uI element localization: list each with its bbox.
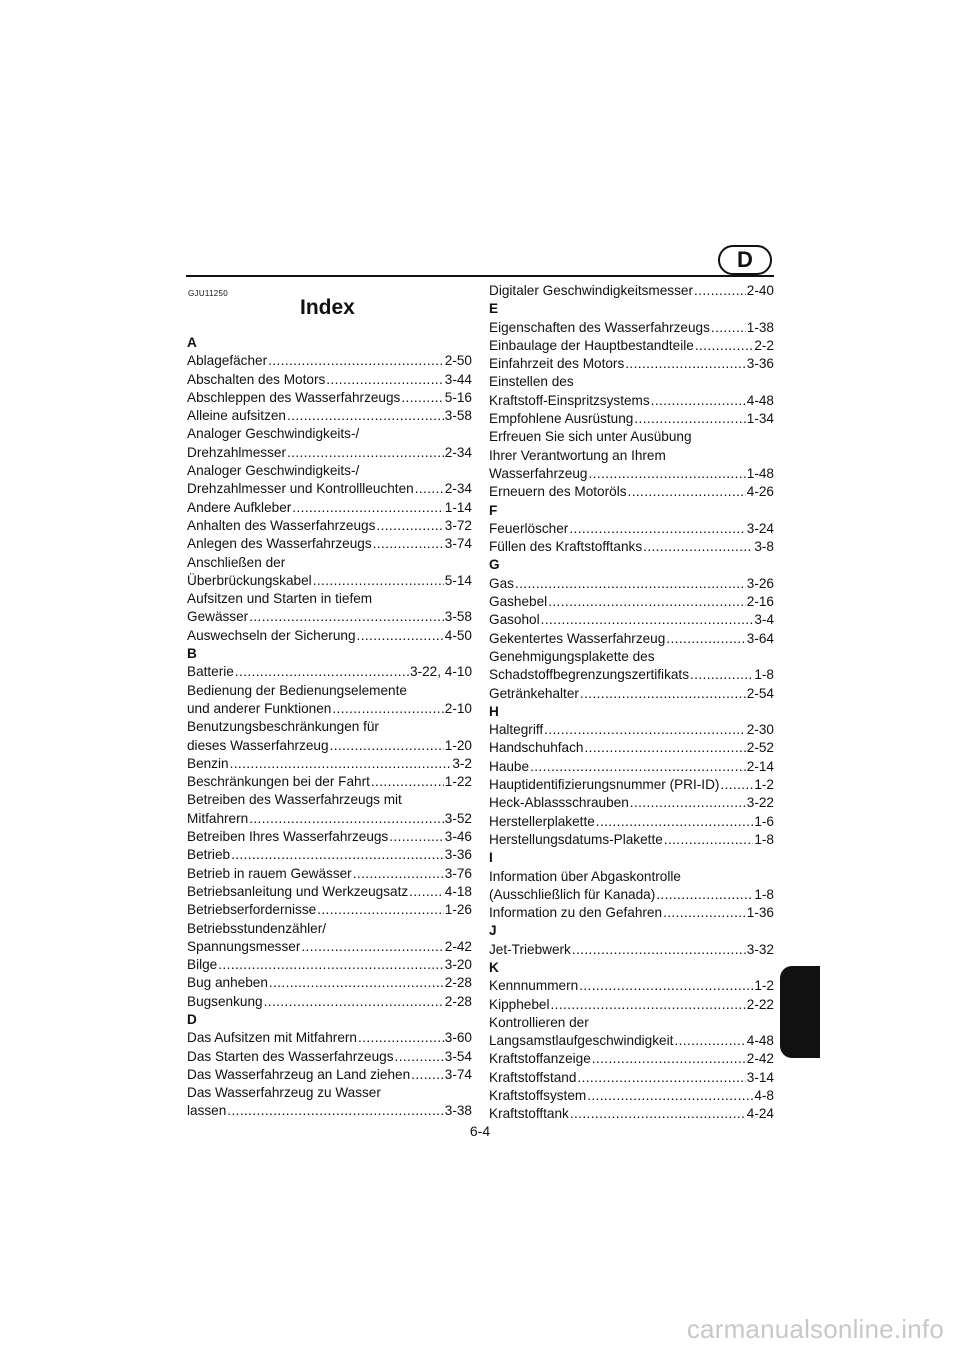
index-entry-text: Kraftstoffsystem [489, 1088, 587, 1104]
index-entry [489, 465, 774, 483]
index-letter-heading: E [489, 301, 499, 317]
dot-leader [577, 1069, 745, 1087]
watermark: carmanualsonline.info [686, 1314, 944, 1344]
index-entry-line: Analoger Geschwindigkeits-/ [187, 426, 360, 442]
index-entry-text: lassen [187, 1103, 227, 1119]
index-entry-page: 1-22 [444, 774, 472, 790]
dot-leader [720, 776, 753, 794]
index-entry [489, 392, 774, 410]
dot-leader [264, 993, 444, 1011]
dot-leader [592, 1050, 746, 1068]
dot-leader [326, 371, 444, 389]
index-entry [187, 663, 472, 681]
index-entry-page: 2-30 [746, 722, 774, 738]
dot-leader [409, 883, 444, 901]
index-letter-heading: F [489, 502, 498, 518]
dot-leader [656, 886, 753, 904]
index-entry-page: 2-40 [746, 283, 774, 298]
index-entry-text: Heck-Ablassschrauben [489, 795, 629, 811]
index-entry [489, 941, 774, 959]
index-entry-page: 3-26 [746, 575, 774, 591]
index-entry-page: 1-34 [746, 411, 774, 427]
dot-leader [596, 813, 754, 831]
index-entry-text: Herstellungsdatums-Plakette [489, 831, 663, 847]
index-entry-text: Andere Aufkleber [187, 499, 292, 515]
index-entry [187, 773, 472, 791]
index-entry [187, 1029, 472, 1047]
dot-leader [358, 1029, 444, 1047]
index-entry [187, 535, 472, 553]
index-entry-text: Wasserfahrzeug [489, 465, 588, 481]
index-entry-text: Betriebsanleitung und Werkzeugsatz [187, 883, 409, 899]
index-entry [489, 831, 774, 849]
dot-leader [249, 608, 444, 626]
index-entry-text: Getränkehalter [489, 685, 579, 701]
index-entry-text: Gas [489, 575, 514, 591]
index-entry [489, 319, 774, 337]
index-entry-page: 2-2 [754, 337, 774, 353]
index-entry-text: Abschalten des Motors [187, 371, 326, 387]
dot-leader [395, 1048, 444, 1066]
index-letter-heading: B [187, 646, 197, 662]
index-entry-text: Betreiben Ihres Wasserfahrzeugs [187, 829, 389, 845]
index-entry-page: 4-18 [444, 883, 472, 899]
index-entry-text: Mitfahrern [187, 810, 249, 826]
index-entry-text: Drehzahlmesser [187, 444, 286, 460]
index-entry-page: 3-14 [746, 1069, 774, 1085]
index-entry-page: 1-38 [746, 319, 774, 335]
index-entry-text: (Ausschließlich für Kanada) [489, 886, 656, 902]
index-entry-page: 3-8 [754, 539, 774, 555]
index-entry [187, 572, 472, 590]
index-entry-text: Auswechseln der Sicherung [187, 627, 356, 643]
index-entry-line: Information über Abgaskontrolle [489, 868, 681, 884]
dot-leader [357, 627, 444, 645]
index-entry-page: 3-32 [746, 941, 774, 957]
index-entry [187, 755, 472, 773]
index-entry [187, 444, 472, 462]
index-entry [489, 337, 774, 355]
index-entry-page: 2-54 [746, 685, 774, 701]
index-entry-text: Hauptidentifizierungsnummer (PRI-ID) [489, 777, 720, 793]
index-entry [489, 1087, 774, 1105]
index-entry-page: 1-8 [754, 831, 774, 847]
index-entry [489, 758, 774, 776]
index-entry [187, 846, 472, 864]
index-entry-text: Bug anheben [187, 975, 268, 991]
index-entry-page: 3-58 [444, 609, 472, 625]
index-entry-text: Einbaulage der Hauptbestandteile [489, 337, 694, 353]
index-entry [187, 352, 472, 370]
index-entry-page: 4-48 [746, 1033, 774, 1049]
dot-leader [292, 499, 443, 517]
index-entry-page: 3-54 [444, 1048, 472, 1064]
index-entry [489, 1032, 774, 1050]
index-entry-line: Analoger Geschwindigkeits-/ [187, 463, 360, 479]
index-entry-text: Gewässer [187, 609, 249, 625]
index-entry [187, 810, 472, 828]
dot-leader [313, 572, 444, 590]
index-entry [489, 282, 774, 300]
index-entry-text: Abschleppen des Wasserfahrzeugs [187, 389, 401, 405]
index-entry-page: 1-26 [444, 902, 472, 918]
index-entry-text: Kraftstoff-Einspritzsystems [489, 392, 650, 408]
dot-leader [317, 901, 444, 919]
index-entry-text: Einfahrzeit des Motors [489, 356, 625, 372]
index-entry-page: 3-44 [444, 371, 472, 387]
index-entry-text: Haube [489, 758, 530, 774]
dot-leader [651, 392, 746, 410]
index-entry-text: Kipphebel [489, 996, 550, 1012]
dot-leader [694, 282, 746, 300]
index-entry-line: Einstellen des [489, 374, 574, 390]
dot-leader [330, 737, 444, 755]
index-entry [187, 737, 472, 755]
dot-leader [268, 352, 444, 370]
index-entry-page: 2-50 [444, 353, 472, 369]
index-entry-page: 2-28 [444, 975, 472, 991]
index-entry-text: Spannungsmesser [187, 938, 301, 954]
index-entry-page: 3-58 [444, 408, 472, 424]
dot-leader [628, 483, 746, 501]
dot-leader [666, 630, 745, 648]
index-entry-page: 2-22 [746, 996, 774, 1012]
index-entry-text: Betrieb [187, 847, 231, 863]
index-entry-line: Anschließen der [187, 554, 286, 570]
index-entry [489, 685, 774, 703]
index-entry-line: Benutzungsbeschränkungen für [187, 719, 379, 735]
index-entry [187, 517, 472, 535]
index-entry-text: Füllen des Kraftstofftanks [489, 539, 643, 555]
index-entry [187, 608, 472, 626]
index-entry-page: 3-36 [746, 356, 774, 372]
index-entry-page: 1-2 [754, 777, 774, 793]
dot-leader [231, 846, 444, 864]
index-entry-page: 3-36 [444, 847, 472, 863]
index-entry [187, 865, 472, 883]
index-entry [187, 1048, 472, 1066]
dot-leader [287, 407, 444, 425]
index-entry-page: 3-22, 4-10 [410, 664, 472, 680]
index-entry-text: Digitaler Geschwindigkeitsmesser [489, 283, 693, 298]
dot-leader [544, 721, 746, 739]
index-entry [489, 904, 774, 922]
index-entry-line: Das Wasserfahrzeug zu Wasser [187, 1085, 381, 1101]
index-letter-heading: D [187, 1011, 197, 1027]
index-entry [187, 993, 472, 1011]
index-entry [489, 611, 774, 629]
index-entry-page: 3-20 [444, 957, 472, 973]
index-entry [489, 1050, 774, 1068]
index-entry-page: 2-34 [444, 444, 472, 460]
index-letter-heading: J [489, 923, 497, 939]
header-rule [186, 275, 774, 277]
dot-leader [588, 465, 745, 483]
index-entry [489, 813, 774, 831]
index-entry-page: 4-48 [746, 392, 774, 408]
dot-leader [371, 773, 444, 791]
index-entry-text: Feuerlöscher [489, 520, 569, 536]
index-entry [187, 974, 472, 992]
index-entry-text: Überbrückungskabel [187, 572, 312, 588]
index-entry [187, 480, 472, 498]
index-entry [187, 938, 472, 956]
index-entry-text: Betrieb in rauem Gewässer [187, 865, 352, 881]
index-entry-text: Betriebserfordernisse [187, 902, 317, 918]
dot-leader [711, 319, 746, 337]
index-entry-page: 5-16 [444, 389, 472, 405]
index-entry-page: 4-24 [746, 1106, 774, 1122]
dot-leader [630, 794, 746, 812]
dot-leader [353, 865, 444, 883]
dot-leader [695, 337, 754, 355]
index-entry-page: 2-10 [444, 700, 472, 716]
index-letter-heading: I [489, 850, 493, 866]
page-number: 6-4 [469, 1123, 491, 1139]
index-entry-text: Eigenschaften des Wasserfahrzeugs [489, 319, 710, 335]
index-entry-text: Batterie [187, 664, 234, 680]
index-entry [489, 355, 774, 373]
index-entry-text: Jet-Triebwerk [489, 941, 571, 957]
index-entry-page: 3-76 [444, 865, 472, 881]
index-entry-page: 2-16 [746, 594, 774, 610]
index-entry-page: 1-8 [754, 667, 774, 683]
index-entry-text: Anlegen des Wasserfahrzeugs [187, 536, 372, 552]
index-entry-page: 3-74 [444, 1066, 472, 1082]
index-entry-text: Bilge [187, 957, 218, 973]
index-entry [489, 410, 774, 428]
index-entry [187, 901, 472, 919]
index-entry [489, 483, 774, 501]
index-entry [187, 389, 472, 407]
index-entry-page: 3-46 [444, 829, 472, 845]
index-letter-heading: G [489, 557, 500, 573]
dot-leader [332, 700, 443, 718]
index-entry [489, 1105, 774, 1123]
dot-leader [587, 1087, 753, 1105]
dot-leader [287, 444, 444, 462]
index-entry-text: Beschränkungen bei der Fahrt [187, 774, 370, 790]
dot-leader [415, 480, 444, 498]
dot-leader [625, 355, 746, 373]
index-entry [489, 520, 774, 538]
index-entry [489, 739, 774, 757]
dot-leader [550, 996, 745, 1014]
index-entry-text: Langsamstlaufgeschwindigkeit [489, 1033, 674, 1049]
index-entry-text: Gasohol [489, 612, 540, 628]
section-code: GJU11250 [188, 289, 229, 298]
index-entry-page: 2-14 [746, 758, 774, 774]
index-entry-text: Haltegriff [489, 722, 544, 738]
dot-leader [584, 739, 745, 757]
dot-leader [569, 520, 745, 538]
index-entry-text: Kennnummern [489, 978, 579, 994]
dot-leader [235, 663, 409, 681]
index-entry-page: 3-2 [452, 755, 472, 771]
index-entry-text: Herstellerplakette [489, 813, 595, 829]
index-entry [489, 794, 774, 812]
index-entry [489, 538, 774, 556]
index-entry [187, 627, 472, 645]
page-title: Index [300, 296, 355, 319]
dot-leader [401, 389, 443, 407]
index-entry [187, 407, 472, 425]
index-entry-page: 4-50 [444, 627, 472, 643]
index-entry-text: Schadstoffbegrenzungszertifikats [489, 667, 689, 683]
language-badge: D [718, 245, 772, 275]
chapter-tab [780, 966, 820, 1058]
index-entry [489, 886, 774, 904]
index-entry-page: 3-64 [746, 630, 774, 646]
index-entry-text: Gashebel [489, 594, 548, 610]
index-entry-page: 3-72 [444, 517, 472, 533]
index-entry-page: 2-28 [444, 993, 472, 1009]
index-entry-line: Betreiben des Wasserfahrzeugs mit [187, 792, 402, 808]
index-entry-page: 3-4 [754, 612, 774, 628]
index-entry-text: Empfohlene Ausrüstung [489, 411, 634, 427]
index-entry-line: Bedienung der Bedienungselemente [187, 682, 407, 698]
index-entry-line: Ihrer Verantwortung an Ihrem [489, 447, 666, 463]
index-entry-page: 3-74 [444, 536, 472, 552]
dot-leader [580, 685, 746, 703]
index-entry-page: 2-42 [444, 938, 472, 954]
dot-leader [664, 831, 754, 849]
index-entry [489, 721, 774, 739]
index-entry-text: Drehzahlmesser und Kontrollleuchten [187, 481, 414, 497]
index-entry-line: Kontrollieren der [489, 1014, 589, 1030]
dot-leader [643, 538, 753, 556]
index-entry-page: 5-14 [444, 572, 472, 588]
index-entry-text: Ablagefächer [187, 353, 268, 369]
index-entry-page: 3-24 [746, 520, 774, 536]
dot-leader [570, 1105, 746, 1123]
index-letter-heading: K [489, 959, 499, 975]
dot-leader [674, 1032, 745, 1050]
dot-leader [218, 956, 444, 974]
dot-leader [249, 810, 444, 828]
dot-leader [269, 974, 444, 992]
dot-leader [690, 666, 753, 684]
index-letter-heading: A [187, 335, 197, 350]
index-entry [187, 1102, 472, 1120]
index-entry [489, 593, 774, 611]
index-entry-page: 1-6 [754, 813, 774, 829]
index-entry-line: Aufsitzen und Starten in tiefem [187, 591, 373, 607]
index-entry [187, 371, 472, 389]
index-entry [187, 883, 472, 901]
index-entry [489, 1069, 774, 1087]
index-entry-text: Erneuern des Motoröls [489, 484, 627, 500]
dot-leader [572, 941, 746, 959]
index-entry-text: Das Wasserfahrzeug an Land ziehen [187, 1066, 411, 1082]
index-entry-text: und anderer Funktionen [187, 700, 332, 716]
index-entry-page: 2-34 [444, 481, 472, 497]
dot-leader [579, 977, 753, 995]
index-entry-text: Das Starten des Wasserfahrzeugs [187, 1048, 394, 1064]
index-entry-text: Handschuhfach [489, 740, 584, 756]
dot-leader [376, 517, 443, 535]
index-entry-page: 1-48 [746, 465, 774, 481]
dot-leader [541, 611, 754, 629]
index-entry-text: dieses Wasserfahrzeug [187, 737, 329, 753]
index-entry [187, 499, 472, 517]
index-entry [187, 1066, 472, 1084]
index-entry [489, 996, 774, 1014]
dot-leader [301, 938, 443, 956]
index-entry-text: Alleine aufsitzen [187, 408, 286, 424]
index-entry [489, 977, 774, 995]
index-entry [489, 666, 774, 684]
index-column-left [187, 334, 472, 1121]
index-entry [489, 776, 774, 794]
index-entry-text: Kraftstoffanzeige [489, 1051, 591, 1067]
index-entry-text: Gekentertes Wasserfahrzeug [489, 630, 666, 646]
index-entry-text: Benzin [187, 755, 229, 771]
dot-leader [411, 1066, 444, 1084]
index-entry [489, 630, 774, 648]
dot-leader [548, 593, 746, 611]
index-entry-text: Kraftstofftank [489, 1106, 569, 1122]
dot-leader [227, 1102, 443, 1120]
index-entry-text: Das Aufsitzen mit Mitfahrern [187, 1030, 357, 1046]
index-entry-page: 4-26 [746, 484, 774, 500]
index-entry-page: 4-8 [754, 1088, 774, 1104]
dot-leader [530, 758, 746, 776]
index-entry-text: Bugsenkung [187, 993, 263, 1009]
dot-leader [634, 410, 745, 428]
index-entry-line: Genehmigungsplakette des [489, 648, 655, 664]
index-entry-text: Information zu den Gefahren [489, 905, 663, 921]
index-entry-page: 3-38 [444, 1103, 472, 1119]
dot-leader [515, 575, 746, 593]
index-entry-page: 3-22 [746, 795, 774, 811]
dot-leader [373, 535, 444, 553]
index-entry-page: 2-52 [746, 740, 774, 756]
index-entry-page: 1-36 [746, 905, 774, 921]
dot-leader [663, 904, 746, 922]
index-letter-heading: H [489, 703, 499, 719]
index-column-right [489, 282, 774, 1124]
index-entry-page: 3-52 [444, 810, 472, 826]
dot-leader [389, 828, 444, 846]
index-entry-page: 2-42 [746, 1051, 774, 1067]
index-entry-page: 1-2 [754, 978, 774, 994]
index-entry [489, 575, 774, 593]
index-entry [187, 956, 472, 974]
index-entry-line: Betriebsstundenzähler/ [187, 920, 327, 936]
index-entry [187, 828, 472, 846]
index-entry [187, 700, 472, 718]
index-entry-text: Anhalten des Wasserfahrzeugs [187, 517, 376, 533]
index-entry-page: 1-8 [754, 886, 774, 902]
index-entry-page: 1-14 [444, 499, 472, 515]
index-entry-page: 3-60 [444, 1030, 472, 1046]
index-entry-line: Erfreuen Sie sich unter Ausübung [489, 429, 692, 445]
dot-leader [230, 755, 452, 773]
index-entry-text: Kraftstoffstand [489, 1069, 577, 1085]
index-entry-page: 1-20 [444, 737, 472, 753]
